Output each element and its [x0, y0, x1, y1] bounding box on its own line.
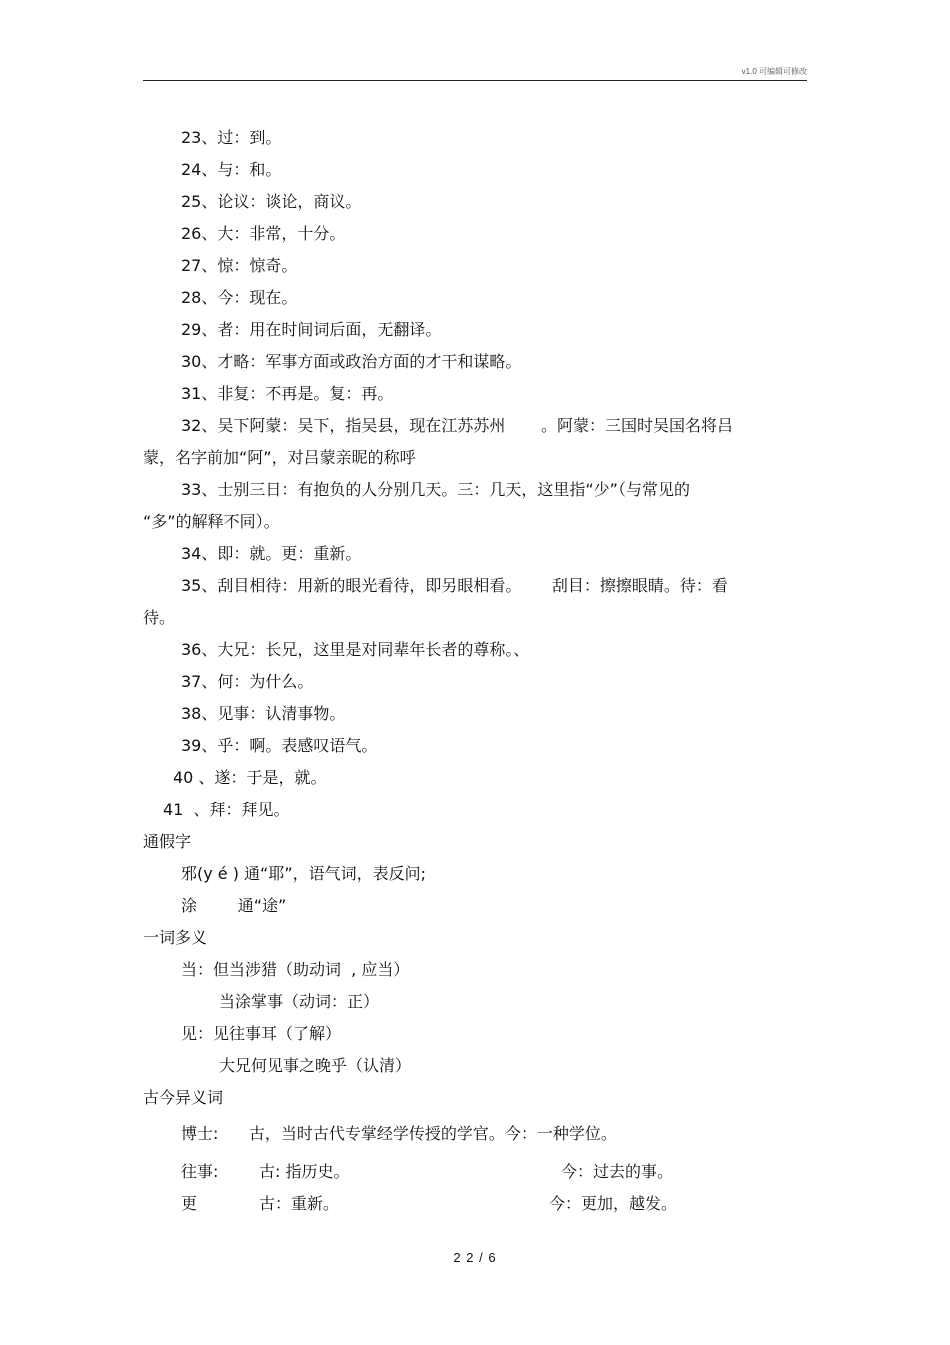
note-25: 25、论议：谈论，商议。: [181, 192, 362, 211]
note-37: 37、何：为什么。: [181, 672, 314, 691]
note-36: 36、大兄：长兄，这里是对同辈年长者的尊称。、: [181, 640, 530, 659]
note-30: 30、才略：军事方面或政治方面的才干和谋略。: [181, 352, 522, 371]
gujin-row-geng: [143, 1188, 807, 1220]
note-24: 24、与：和。: [181, 160, 282, 179]
gujin-gu: 古：重新。: [259, 1194, 340, 1213]
tongjiazi-item-tu: 涂 通“途”: [181, 896, 287, 915]
note-32-line2: 蒙，名字前加“阿”，对吕蒙亲昵的称呼: [143, 448, 416, 467]
tongjiazi-item-ye: 邪(y é ) 通“耶”，语气词，表反问;: [181, 864, 427, 883]
gujin-word: 更: [181, 1194, 198, 1213]
note-39: 39、乎：啊。表感叹语气。: [181, 736, 378, 755]
gujin-jin: 今：更加，越发。: [549, 1194, 678, 1213]
gujin-boshi: 博士: 古，当时古代专掌经学传授的学官。今：一种学位。: [181, 1124, 617, 1143]
gujin-word: 往事:: [181, 1162, 219, 1181]
note-29: 29、者：用在时间词后面，无翻译。: [181, 320, 442, 339]
gujin-gu: 古: 指历史。: [259, 1162, 350, 1181]
yiciduoyi-dang-1: 当：但当涉猎（助动词 , 应当）: [181, 960, 410, 979]
note-26: 26、大：非常，十分。: [181, 224, 346, 243]
note-33-line1: 33、士别三日：有抱负的人分别几天。三：几天，这里指“少”（与常见的: [181, 480, 690, 499]
note-23: 23、过：到。: [181, 128, 282, 147]
document-body: [143, 122, 807, 1220]
gujin-row-wangshi: [143, 1156, 807, 1188]
note-35-line1: 35、刮目相待：用新的眼光看待，即另眼相看。 刮目：擦擦眼睛。待：看: [181, 576, 728, 595]
yiciduoyi-jian-2: 大兄何见事之晚乎（认清）: [219, 1056, 412, 1075]
note-31: 31、非复：不再是。复：再。: [181, 384, 394, 403]
yiciduoyi-jian-1: 见：见往事耳（了解）: [181, 1024, 342, 1043]
section-title-yiciduoyi: 一词多义: [143, 928, 208, 947]
header-rule: [143, 80, 807, 81]
gujin-jin: 今：过去的事。: [561, 1162, 674, 1181]
note-28: 28、今：现在。: [181, 288, 298, 307]
note-38: 38、见事：认清事物。: [181, 704, 346, 723]
note-40: 40 、遂：于是，就。: [173, 768, 327, 787]
section-title-tongjiazi: 通假字: [143, 832, 192, 851]
section-title-gujin: 古今异义词: [143, 1088, 224, 1107]
note-35-line2: 待。: [143, 608, 176, 627]
header-version-note: v1.0 可编辑可修改: [741, 67, 807, 76]
note-27: 27、惊：惊奇。: [181, 256, 298, 275]
note-41: 41 、拜：拜见。: [163, 800, 290, 819]
note-32-line1: 32、吴下阿蒙：吴下，指吴县，现在江苏苏州 。阿蒙：三国时吴国名将吕: [181, 416, 733, 435]
note-34: 34、即：就。更：重新。: [181, 544, 362, 563]
note-33-line2: “多”的解释不同）。: [143, 512, 280, 531]
page-number: 2 2 / 6: [453, 1250, 497, 1265]
yiciduoyi-dang-2: 当涂掌事（动词：正）: [219, 992, 380, 1011]
